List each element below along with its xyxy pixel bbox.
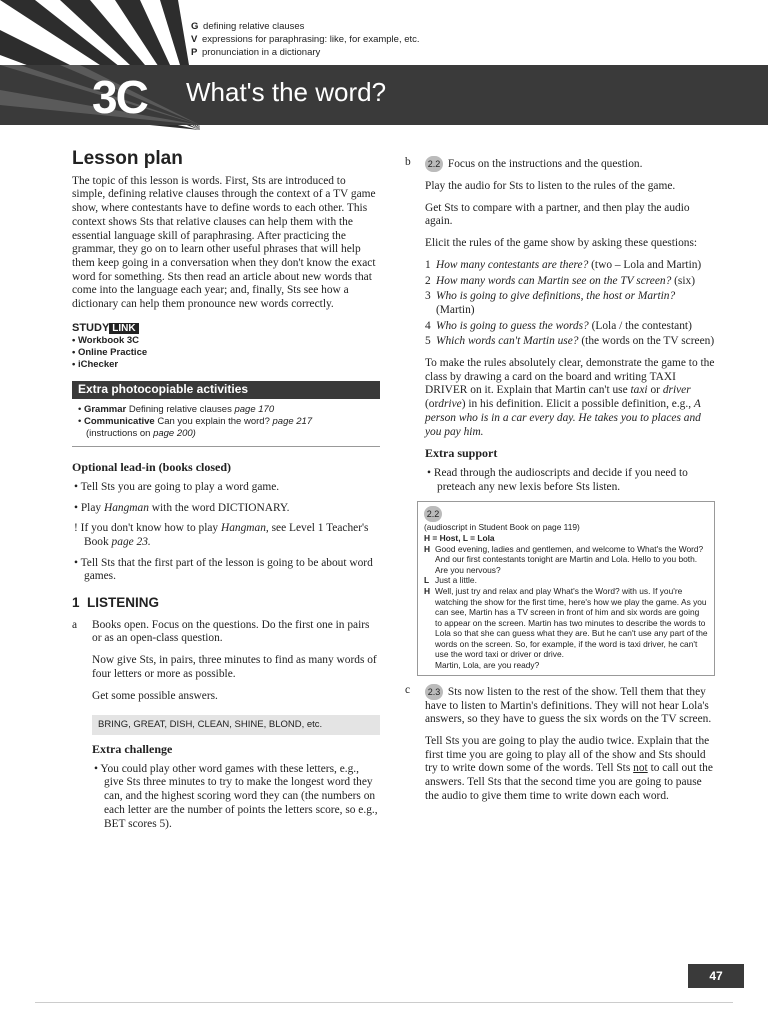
script-line: L Just a little.: [424, 575, 477, 586]
lesson-plan-heading: Lesson plan: [72, 148, 183, 169]
list-item: • Tell Sts you are going to play a word game.: [74, 480, 280, 493]
page-number: 47: [688, 964, 744, 988]
extra-activities-box: [72, 381, 380, 447]
section-heading-listening: 1 LISTENING: [72, 595, 160, 611]
unit-number: 3C: [92, 71, 147, 123]
exercise-b: b 2.2 Focus on the instructions and the question. Play the audio for Sts to listen to the rules of the game. Get Sts to compare with a partner, and then play the audio again. Elicit the rules of the game show by asking these questions: 1 How many contestants are there? (two – Lola and Martin) 2 How many words can Martin see on the TV screen? (six) 3 Who is going to give definitions, the host or Martin? (Martin) 4 Who is going to guess the words? (Lola / the contestant) 5 Which words can't Martin use? (the words on the TV screen) To make the rules absolutely clear, demonstrate the game to the class by drawing a card on the board and writing TAXI DRIVER on it. Explain that Martin can't use taxi or driver (ordrive) in his definition. Elicit a possible definition, e.g., A person who is in a car every day. He takes you to places and you pay him.: [405, 156, 715, 438]
list-item: 4 Who is going to guess the words? (Lola / the contestant): [425, 319, 692, 332]
script-line: H Well, just try and relax and play What's the Word? with us. If you're watching the show for the first time, here's how we play the game. As you can see, Martin has a TV screen in front of him and six words are going to appear on the screen. Martin has two minutes to describe the words to Lola so that she can guess what they are. But he can't use any part of the words on the screen. So, for example, if the word is taxi driver, he can't use the word taxi or driver or drive.: [424, 585, 708, 660]
lesson-topics: [191, 20, 420, 59]
audio-icon: 2.3: [425, 684, 443, 700]
list-item: 2 How many words can Martin see on the TV screen? (six): [425, 274, 696, 287]
list-item: • iChecker: [72, 359, 380, 371]
list-item: • Workbook 3C: [72, 335, 380, 347]
extra-note: (instructions on page 200): [86, 428, 196, 440]
script-line: Martin, Lola, are you ready?: [435, 660, 540, 671]
list-item: 1 How many contestants are there? (two – Lola and Martin): [425, 258, 702, 271]
right-column: [405, 156, 715, 812]
optional-lead-in-heading: Optional lead-in (books closed): [72, 460, 232, 475]
intro-paragraph: The topic of this lesson is words. First, Sts are introduced to simple, defining relative clauses through the context of a TV game show, where contestants have to define words to each other. This context shows Sts that relative clauses can help them with the essential language skill of paraphrasing. After practicing the grammar, they go on to learn other useful phrases that will help them keep going in a conversation when they don't know the exact word for something. Sts then read an article about new words that come into the language each year; and, finally, Sts see how a dictionary can help them pronounce new words correctly.: [72, 174, 376, 311]
rules-questions: [425, 259, 715, 349]
extra-support: Extra support • Read through the audioscripts and decide if you need to preteach any new lexis before Sts listen.: [425, 446, 688, 493]
audio-icon: 2.2: [424, 506, 442, 522]
demo-paragraph: To make the rules absolutely clear, demonstrate the game to the class by drawing a card on the board and writing TAXI DRIVER on it. Explain that Martin can't use taxi or driver (ordrive) in his definition. Elicit a possible definition, e.g., A person who is in a car every day. He takes you to places and you pay him.: [425, 357, 715, 438]
exercise-c: c 2.3 Sts now listen to the rest of the show. Tell them that they have to listen to Martin's definitions. They will not hear Lola's answers, so they have to guess the six words on the TV screen. Tell Sts you are going to play the audio twice. Explain that the first time you are going to play all of the show and Sts should try to write down some of the words. Tell Sts not to call out the answers. Tell Sts that the second time you are going to pause the audio to give them time to write down each word.: [405, 683, 713, 802]
topic-pronunciation: P pronunciation in a dictionary: [191, 47, 321, 58]
exercise-a: a Books open. Focus on the questions. Do the first one in pairs or as an open-class question. Now give Sts, in pairs, three minutes to find as many words of four letters or more as possible. Get some possible answers.: [72, 618, 377, 702]
extra-challenge: Extra challenge • You could play other word games with these letters, e.g., give Sts three minutes to try to make the longest word they can, and the highest scoring word they can (the numbers on each letter are the number of points the letters score, so e.g., BET scores 5).: [92, 741, 378, 830]
teacher-note: ! If you don't know how to play Hangman, see Level 1 Teacher's Book page 23.: [74, 522, 369, 548]
audio-icon: 2.2: [425, 156, 443, 172]
study-link-list: [72, 335, 380, 371]
topic-grammar: G defining relative clauses: [191, 21, 305, 32]
list-item: • Tell Sts that the first part of the lesson is going to be about word games.: [74, 556, 373, 583]
footer-divider: [35, 1002, 733, 1003]
list-item: 5 Which words can't Martin use? (the words on the TV screen): [425, 335, 715, 348]
answers-box: BRING, GREAT, DISH, CLEAN, SHINE, BLOND, etc.: [92, 715, 380, 735]
list-item: 3 Who is going to give definitions, the host or Martin? (Martin): [425, 290, 676, 316]
list-item: • Play Hangman with the word DICTIONARY.: [74, 501, 290, 514]
topic-vocabulary: V expressions for paraphrasing: like, for example, etc.: [191, 34, 420, 45]
script-line: H Good evening, ladies and gentlemen, and welcome to What's the Word? And our first contestants tonight are Martin and Lola. Hello to you both. Are you nervous?: [424, 543, 704, 575]
extra-activities-title: Extra photocopiable activities: [72, 381, 380, 399]
list-item: • Online Practice: [72, 347, 380, 359]
left-column: [72, 148, 380, 838]
study-link-heading: STUDY LINK: [72, 322, 380, 336]
audioscript-box: 2.2 (audioscript in Student Book on page 119) H = Host, L = Lola H Good evening, ladies and gentlemen, and welcome to What's the Word? And our first contestants tonight are Martin and Lola. Hello to you both. Are you nervous? L Just a little. H Well, just try and relax and play What's the Word? with us. If you're watching the show for the first time, here's how we play the game. As you can see, Martin has a TV screen in front of him and six words are going to appear on the screen. Martin has two minutes to describe the words to Lola so that she can guess what they are. But he can't use any part of the words on the screen. So, for example, if the word is taxi driver, he can't use the word taxi or driver or drive. Martin, Lola, are you ready?: [417, 501, 715, 675]
extra-item-grammar: • Grammar Defining relative clauses page 170: [78, 404, 275, 416]
page-title: What's the word?: [186, 77, 387, 107]
extra-item-communicative: • Communicative Can you explain the word? page 217: [78, 416, 313, 428]
